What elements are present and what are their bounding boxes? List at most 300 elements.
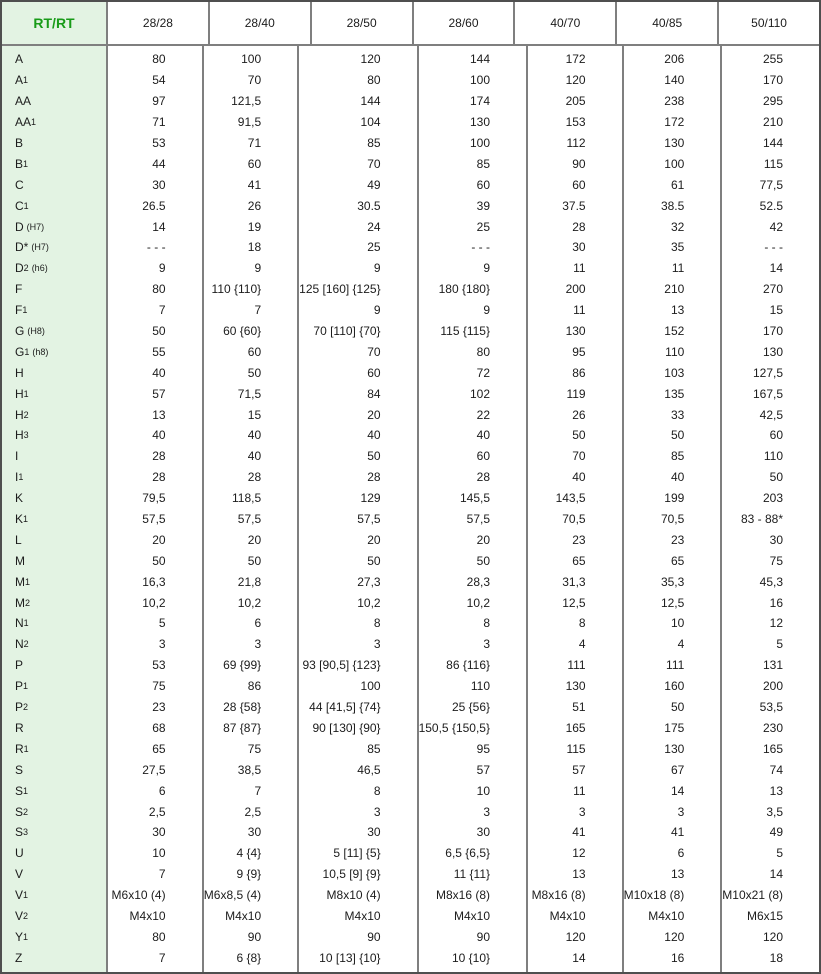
value-cell: 25 xyxy=(367,240,381,255)
value-cell: 13 xyxy=(670,867,685,882)
row-label: C 1 xyxy=(15,198,29,213)
value-cell: 50 xyxy=(152,324,166,339)
value-cell: 57,5 xyxy=(237,512,262,527)
value-cell: 7 xyxy=(254,783,262,798)
value-cell: 86 xyxy=(247,679,262,694)
value-cell: 80 xyxy=(152,929,166,944)
column-header-50-110: 50/110 xyxy=(717,2,819,44)
row-label xyxy=(2,947,106,968)
value-cell: 130 xyxy=(565,679,586,694)
value-cell: 119 xyxy=(566,386,586,401)
value-cell: 41 xyxy=(247,177,262,192)
value-cell: 200 xyxy=(565,282,586,297)
value-cell: 111 xyxy=(567,658,586,673)
value-cell: 170 xyxy=(762,73,783,88)
value-cell: 20 xyxy=(247,532,262,547)
value-cell: 60 xyxy=(572,177,586,192)
value-cell: 15 xyxy=(769,303,783,318)
value-cell: 70,5 xyxy=(660,512,685,527)
value-cell: 40 xyxy=(572,470,586,485)
value-cell: 10 xyxy=(476,783,490,798)
row-label: AA 1 xyxy=(15,115,37,130)
value-cell: 9 {9} xyxy=(236,867,262,882)
value-cell: 10,2 xyxy=(142,595,166,610)
value-cell: 65 xyxy=(572,553,586,568)
row-label xyxy=(2,529,106,550)
value-cell: 71 xyxy=(152,115,166,130)
value-cell: - - - xyxy=(764,240,783,255)
value-cell: 120 xyxy=(565,73,586,88)
value-cell: 85 xyxy=(670,449,685,464)
value-cell: 3 xyxy=(158,637,166,652)
row-label-text: S xyxy=(15,783,24,798)
value-cell: M8x10 (4) xyxy=(326,888,381,903)
value-cell: 270 xyxy=(762,282,783,297)
value-cell: 72 xyxy=(476,365,490,380)
row-label: P 2 xyxy=(15,700,29,715)
value-cell: 52.5 xyxy=(759,198,783,213)
row-label xyxy=(2,655,106,676)
value-cell: 111 xyxy=(666,658,685,673)
value-cell: 26.5 xyxy=(142,198,166,213)
value-cell: 54 xyxy=(152,73,166,88)
value-cell: 3 xyxy=(483,637,490,652)
value-cell: 93 [90,5] {123} xyxy=(302,658,381,673)
value-cell: 32 xyxy=(670,219,685,234)
value-cell: 49 xyxy=(367,177,381,192)
row-label: S 3 xyxy=(15,825,29,840)
value-cell: 65 xyxy=(670,553,685,568)
value-cell: 53,5 xyxy=(759,700,783,715)
value-cell: 86 {116} xyxy=(446,658,490,673)
value-cell: 35 xyxy=(670,240,685,255)
value-cell: 200 xyxy=(762,679,783,694)
value-cell: 14 xyxy=(152,219,166,234)
value-cell: 60 xyxy=(476,177,490,192)
value-cell: 13 xyxy=(572,867,586,882)
value-cell: 100 xyxy=(664,156,685,171)
value-cell: 172 xyxy=(565,52,586,67)
value-cell: 75 xyxy=(247,741,262,756)
value-cell: 80 xyxy=(476,344,490,359)
row-label: G 1 (h8) xyxy=(15,344,49,359)
value-cell: 14 xyxy=(670,783,685,798)
value-cell: 7 xyxy=(158,303,166,318)
value-cell: 16,3 xyxy=(142,574,166,589)
value-cell: 33 xyxy=(670,407,685,422)
value-cell: 83 - 88* xyxy=(740,512,783,527)
value-cell: 10,5 [9] {9} xyxy=(322,867,381,882)
row-label xyxy=(2,321,106,342)
row-label-text: H xyxy=(15,428,24,443)
value-cell: 51 xyxy=(572,700,586,715)
value-cell: 38.5 xyxy=(660,198,685,213)
row-label-text: B xyxy=(15,156,24,171)
row-label-text: N xyxy=(15,637,24,652)
row-label-text: F xyxy=(15,303,23,318)
value-cell: 95 xyxy=(572,344,586,359)
value-cell: 30 xyxy=(152,825,166,840)
row-label-text: P xyxy=(15,700,24,715)
value-cell: M4x10 xyxy=(453,908,490,923)
value-cell: 90 [130] {90} xyxy=(312,720,381,735)
row-label xyxy=(2,174,106,195)
value-cell: 150,5 {150,5} xyxy=(418,720,490,735)
value-cell: 28 xyxy=(152,470,166,485)
value-cell: 2,5 xyxy=(148,804,166,819)
value-cell: 135 xyxy=(664,386,685,401)
value-cell: 44 xyxy=(152,156,166,171)
row-label: K 1 xyxy=(15,512,29,527)
value-column-28-50 xyxy=(297,46,416,972)
value-cell: 4 {4} xyxy=(236,846,262,861)
row-label: H 2 xyxy=(15,407,29,422)
value-cell: 8 xyxy=(483,616,490,631)
value-cell: 57 xyxy=(476,762,490,777)
row-label-text: H xyxy=(15,386,24,401)
value-cell: 23 xyxy=(670,532,685,547)
value-cell: 110 {110} xyxy=(211,282,262,297)
value-cell: 112 xyxy=(566,136,586,150)
value-cell: M4x10 xyxy=(129,908,166,923)
value-cell: 85 xyxy=(367,741,381,756)
value-cell: 5 xyxy=(158,616,166,631)
value-column-28-60 xyxy=(417,46,526,972)
table-body xyxy=(2,46,819,972)
value-cell: 50 xyxy=(670,428,685,443)
value-cell: 2,5 xyxy=(244,804,262,819)
value-cell: 35,3 xyxy=(660,574,685,589)
value-cell: - - - xyxy=(471,240,490,255)
column-header-28-50: 28/50 xyxy=(310,2,412,44)
value-cell: 19 xyxy=(247,219,262,234)
value-cell: 61 xyxy=(670,177,685,192)
value-cell: M6x10 (4) xyxy=(111,888,166,903)
value-cell: 6 xyxy=(158,783,166,798)
value-cell: 23 xyxy=(152,700,166,715)
value-cell: - - - xyxy=(146,240,166,255)
value-cell: 131 xyxy=(762,658,783,673)
value-cell: 10,2 xyxy=(237,595,262,610)
value-cell: 55 xyxy=(152,344,166,359)
row-label-text: V xyxy=(15,908,24,923)
value-column-50-110 xyxy=(720,46,819,972)
value-cell: 11 xyxy=(573,783,586,798)
value-cell: 57,5 xyxy=(466,512,490,527)
value-cell: 9 xyxy=(158,261,166,276)
row-label: N 2 xyxy=(15,637,29,652)
value-cell: 97 xyxy=(152,94,166,109)
value-cell: 4 xyxy=(677,637,685,652)
row-label-text: S xyxy=(15,762,24,777)
value-cell: 24 xyxy=(367,219,381,234)
value-cell: 203 xyxy=(762,491,783,506)
value-column-28-40 xyxy=(202,46,298,972)
value-cell: 238 xyxy=(664,94,685,109)
value-cell: 45,3 xyxy=(759,574,783,589)
value-cell: 115 {115} xyxy=(440,324,490,339)
value-cell: 25 xyxy=(476,219,490,234)
value-cell: 100 xyxy=(469,73,490,88)
value-cell: 50 xyxy=(367,449,381,464)
value-cell: 26 xyxy=(247,198,262,213)
value-cell: 16 xyxy=(769,595,783,610)
value-cell: 49 xyxy=(769,825,783,840)
value-cell: 70 xyxy=(247,73,262,88)
value-cell: 120 xyxy=(762,929,783,944)
row-label-tolerance-note: (H7) xyxy=(26,221,45,232)
value-cell: 152 xyxy=(664,324,685,339)
value-cell: 144 xyxy=(469,52,490,67)
value-cell: 205 xyxy=(565,94,586,109)
value-cell: 11 {11} xyxy=(453,867,490,882)
row-label: D 2 (h6) xyxy=(15,261,48,276)
column-header-28-28: 28/28 xyxy=(106,2,208,44)
row-label-text: M xyxy=(15,553,25,568)
value-cell: 38,5 xyxy=(237,762,262,777)
value-cell: 10,2 xyxy=(466,595,490,610)
value-cell: 70,5 xyxy=(562,512,586,527)
value-cell: 206 xyxy=(664,52,685,67)
value-cell: 11 xyxy=(573,261,586,276)
row-label xyxy=(2,49,106,70)
row-label-text: A xyxy=(15,73,24,88)
row-label-text: M xyxy=(15,574,25,589)
value-cell: 10 [13] {10} xyxy=(319,950,381,965)
value-cell: 100 xyxy=(241,52,262,67)
row-label: H 1 xyxy=(15,386,29,401)
value-cell: 40 xyxy=(670,470,685,485)
row-label xyxy=(2,216,106,237)
value-cell: 15 xyxy=(247,407,262,422)
value-cell: 13 xyxy=(769,783,783,798)
value-cell: 39 xyxy=(476,198,490,213)
column-header-28-60: 28/60 xyxy=(412,2,514,44)
value-cell: 9 xyxy=(254,261,262,276)
value-cell: 80 xyxy=(152,282,166,297)
row-label-text: K xyxy=(15,491,24,506)
value-cell: M8x16 (8) xyxy=(531,888,586,903)
value-cell: 130 xyxy=(762,344,783,359)
value-cell: 50 xyxy=(247,365,262,380)
value-cell: 60 xyxy=(476,449,490,464)
value-cell: 40 xyxy=(152,428,166,443)
value-cell: 28 xyxy=(476,470,490,485)
value-cell: 120 xyxy=(360,52,381,67)
value-cell: 85 xyxy=(476,156,490,171)
value-cell: 18 xyxy=(247,240,262,255)
value-cell: 14 xyxy=(769,867,783,882)
row-label-text: G xyxy=(15,324,25,339)
value-cell: 20 xyxy=(152,532,166,547)
value-cell: 77,5 xyxy=(759,177,783,192)
value-cell: 60 xyxy=(247,344,262,359)
value-cell: 143,5 xyxy=(555,491,586,506)
row-label xyxy=(2,488,106,509)
value-column-40-70 xyxy=(526,46,622,972)
value-cell: 80 xyxy=(152,52,166,67)
row-label-text: N xyxy=(15,616,24,631)
value-cell: 199 xyxy=(664,491,685,506)
value-cell: 14 xyxy=(572,950,586,965)
value-cell: 8 xyxy=(373,616,381,631)
row-label: F 1 xyxy=(15,303,28,318)
value-cell: 9 xyxy=(483,261,490,276)
column-header-40-70: 40/70 xyxy=(513,2,615,44)
value-cell: 70 xyxy=(367,344,381,359)
value-cell: 53 xyxy=(152,136,166,150)
value-cell: 295 xyxy=(762,94,783,109)
row-label xyxy=(2,237,106,258)
value-cell: 57 xyxy=(572,762,586,777)
row-label xyxy=(2,718,106,739)
value-cell: 75 xyxy=(769,553,783,568)
row-label: H 3 xyxy=(15,428,29,443)
row-label-text: Y xyxy=(15,929,24,944)
value-cell: 40 xyxy=(152,365,166,380)
row-label-text: L xyxy=(15,532,22,547)
value-cell: 10 {10} xyxy=(451,950,490,965)
value-cell: 42,5 xyxy=(759,407,783,422)
value-cell: 172 xyxy=(664,115,685,130)
value-cell: 80 xyxy=(367,73,381,88)
row-label-text: D xyxy=(15,219,24,234)
value-cell: 71 xyxy=(247,136,262,150)
value-cell: 13 xyxy=(152,407,166,422)
value-cell: 44 [41,5] {74} xyxy=(309,700,381,715)
value-cell: 129 xyxy=(360,491,381,506)
value-cell: 87 {87} xyxy=(223,720,262,735)
value-cell: 10 xyxy=(670,616,685,631)
value-cell: 12 xyxy=(769,616,783,631)
value-cell: 30 xyxy=(367,825,381,840)
value-cell: 20 xyxy=(476,532,490,547)
value-cell: 68 xyxy=(152,720,166,735)
row-label-text: S xyxy=(15,804,24,819)
value-cell: 6,5 {6,5} xyxy=(445,846,490,861)
value-cell: 230 xyxy=(762,720,783,735)
value-cell: 90 xyxy=(572,156,586,171)
row-label-text: C xyxy=(15,177,24,192)
value-cell: 118,5 xyxy=(232,491,262,506)
value-cell: 4 xyxy=(578,637,586,652)
row-label-text: C xyxy=(15,198,24,213)
value-cell: 46,5 xyxy=(357,762,381,777)
value-cell: M4x10 xyxy=(648,908,685,923)
value-cell: 11 xyxy=(671,261,685,276)
row-label xyxy=(2,279,106,300)
value-cell: 53 xyxy=(152,658,166,673)
value-cell: 3,5 xyxy=(766,804,783,819)
value-cell: 120 xyxy=(664,929,685,944)
value-cell: 255 xyxy=(762,52,783,67)
value-cell: 30 xyxy=(769,532,783,547)
row-label-text: M xyxy=(15,595,25,610)
value-cell: 71,5 xyxy=(237,386,262,401)
value-cell: 28 xyxy=(152,449,166,464)
value-cell: 103 xyxy=(664,365,685,380)
value-cell: 130 xyxy=(565,324,586,339)
value-cell: 174 xyxy=(469,94,490,109)
value-cell: 153 xyxy=(565,115,586,130)
value-cell: 9 xyxy=(373,303,381,318)
value-cell: 90 xyxy=(367,929,381,944)
value-cell: 27,3 xyxy=(357,574,381,589)
value-cell: 20 xyxy=(367,407,381,422)
row-label: I 1 xyxy=(15,470,24,485)
row-label xyxy=(2,864,106,885)
value-cell: 50 xyxy=(769,470,783,485)
value-cell: 60 xyxy=(367,365,381,380)
row-label xyxy=(2,446,106,467)
value-cell: 145,5 xyxy=(459,491,490,506)
row-label: Y 1 xyxy=(15,929,29,944)
value-cell: 10 xyxy=(152,846,166,861)
value-cell: 37.5 xyxy=(562,198,586,213)
row-label: A 1 xyxy=(15,73,29,88)
row-label-text: I xyxy=(15,470,19,485)
value-cell: 23 xyxy=(572,532,586,547)
row-label: S 1 xyxy=(15,783,29,798)
value-cell: 5 [11] {5} xyxy=(333,846,381,861)
row-label-text: V xyxy=(15,867,24,882)
value-cell: 140 xyxy=(664,73,685,88)
value-cell: 102 xyxy=(469,386,490,401)
value-cell: 91,5 xyxy=(237,115,262,130)
row-label: M 2 xyxy=(15,595,31,610)
value-cell: 50 xyxy=(152,553,166,568)
row-label xyxy=(2,91,106,112)
value-cell: 100 xyxy=(360,679,381,694)
value-cell: 18 xyxy=(769,950,783,965)
value-cell: 65 xyxy=(152,741,166,756)
row-label-text: R xyxy=(15,720,24,735)
value-cell: 90 xyxy=(247,929,262,944)
value-cell: 50 xyxy=(670,700,685,715)
row-label-text: AA xyxy=(15,94,32,109)
value-cell: 160 xyxy=(664,679,685,694)
row-label: P 1 xyxy=(15,679,29,694)
value-cell: 180 {180} xyxy=(438,282,490,297)
value-cell: 3 xyxy=(254,637,262,652)
value-cell: 110 xyxy=(665,344,685,359)
value-cell: 27,5 xyxy=(142,762,166,777)
value-cell: 28 xyxy=(247,470,262,485)
value-cell: 130 xyxy=(469,115,490,130)
value-cell: 60 xyxy=(247,156,262,171)
value-cell: 20 xyxy=(367,532,381,547)
value-cell: 8 xyxy=(373,783,381,798)
value-cell: 90 xyxy=(476,929,490,944)
value-cell: 3 xyxy=(578,804,586,819)
value-cell: 79,5 xyxy=(142,491,166,506)
row-label xyxy=(2,843,106,864)
row-label-text: D* xyxy=(15,240,29,255)
value-cell: 5 xyxy=(776,846,783,861)
value-cell: 7 xyxy=(158,867,166,882)
value-cell: 7 xyxy=(158,950,166,965)
value-cell: M10x18 (8) xyxy=(623,888,685,903)
value-cell: 41 xyxy=(572,825,586,840)
row-label-text: B xyxy=(15,136,24,150)
value-cell: 30.5 xyxy=(357,198,381,213)
row-label-tolerance-note: (H8) xyxy=(27,326,45,337)
value-cell: 12 xyxy=(572,846,586,861)
row-label: V 2 xyxy=(15,908,29,923)
value-cell: 3 xyxy=(483,804,490,819)
row-label-text: Z xyxy=(15,950,23,965)
row-label: V 1 xyxy=(15,888,29,903)
